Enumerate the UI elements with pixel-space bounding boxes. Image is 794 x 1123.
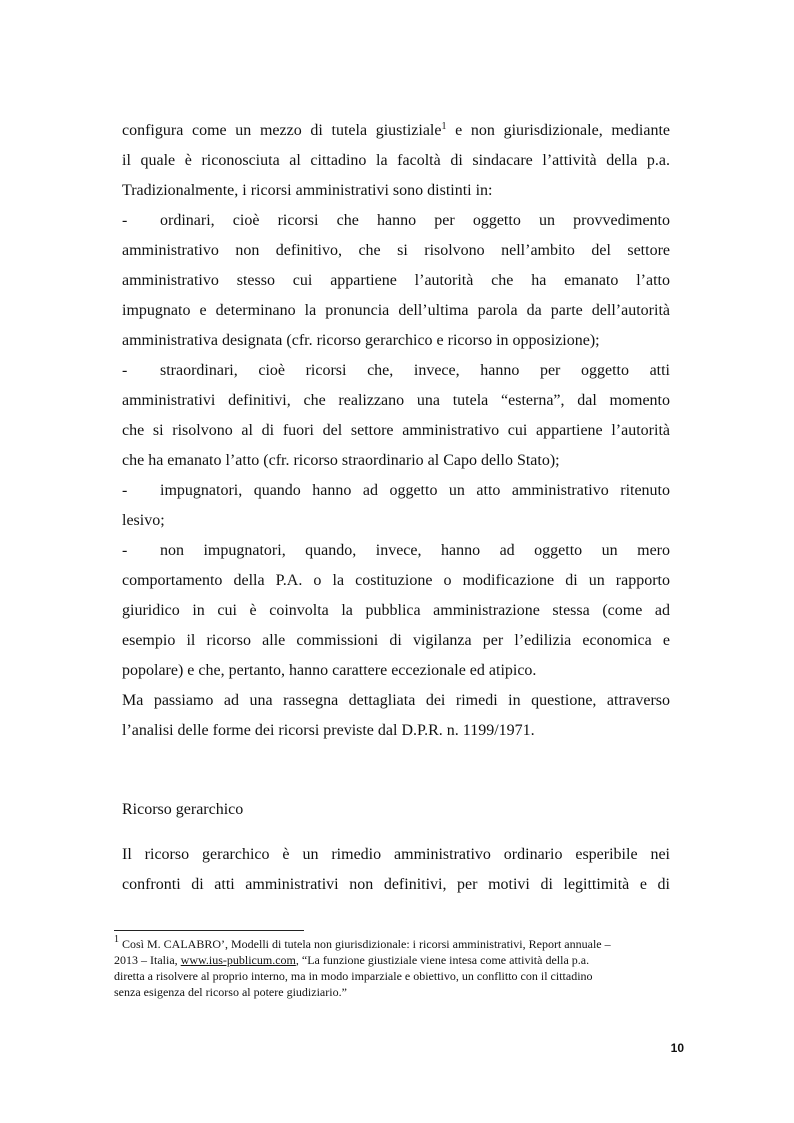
- list-item-text: impugnatori, quando hanno ad oggetto un atto amministrativo ritenuto: [160, 482, 670, 499]
- list-item-line: amministrativo non definitivo, che si risolvono nell’ambito del settore: [122, 242, 670, 259]
- footnote-reference[interactable]: 1: [441, 121, 447, 132]
- paragraph-line: Ma passiamo ad una rassegna dettagliata dei rimedi in questione, attraverso: [122, 692, 670, 709]
- footnote-text: Così M. CALABRO’, Modelli di tutela non giurisdizionale: i ricorsi amministrativi, Report annuale –: [119, 937, 611, 951]
- paragraph-line: Il ricorso gerarchico è un rimedio amministrativo ordinario esperibile nei: [122, 846, 670, 863]
- footnote-line: diretta a risolvere al proprio interno, ma in modo imparziale e obiettivo, un conflitto con il cittadino: [114, 969, 593, 983]
- paragraph-line: il quale è riconosciuta al cittadino la facoltà di sindacare l’attività della p.a.: [122, 152, 670, 169]
- list-bullet: -: [122, 212, 128, 229]
- list-item-text: straordinari, cioè ricorsi che, invece, hanno per oggetto atti: [160, 362, 670, 379]
- list-item-line: amministrativi definitivi, che realizzano una tutela “esterna”, dal momento: [122, 392, 670, 409]
- list-item-line: lesivo;: [122, 512, 165, 529]
- list-item-line: che si risolvono al di fuori del settore amministrativo cui appartiene l’autorità: [122, 422, 670, 439]
- list-item-line: esempio il ricorso alle commissioni di vigilanza per l’edilizia economica e: [122, 632, 670, 649]
- paragraph-line: l’analisi delle forme dei ricorsi previste dal D.P.R. n. 1199/1971.: [122, 722, 535, 739]
- footnote: [114, 936, 674, 952]
- paragraph-line: Tradizionalmente, i ricorsi amministrativi sono distinti in:: [122, 182, 493, 199]
- list-item-line: impugnato e determinano la pronuncia dell’ultima parola da parte dell’autorità: [122, 302, 670, 319]
- list-item-line: che ha emanato l’atto (cfr. ricorso straordinario al Capo dello Stato);: [122, 452, 560, 469]
- list-item-line: giuridico in cui è coinvolta la pubblica amministrazione stessa (come ad: [122, 602, 670, 619]
- list-item-line: popolare) e che, pertanto, hanno carattere eccezionale ed atipico.: [122, 662, 537, 679]
- list-bullet: -: [122, 482, 128, 499]
- paragraph-line: [122, 121, 670, 141]
- footnote-text: , “La funzione giustiziale viene intesa come attività della p.a.: [295, 953, 590, 967]
- list-bullet: -: [122, 362, 128, 379]
- paragraph-line: confronti di atti amministrativi non definitivi, per motivi di legittimità e di: [122, 876, 670, 893]
- footnote-link[interactable]: www.ius-publicum.com: [180, 953, 296, 967]
- footnote-line: senza esigenza del ricorso al potere giudiziario.”: [114, 985, 347, 999]
- list-bullet: -: [122, 542, 128, 559]
- footnote-separator: [114, 930, 304, 931]
- list-item-text: non impugnatori, quando, invece, hanno ad oggetto un mero: [160, 542, 670, 559]
- footnote-line: [114, 952, 674, 968]
- list-item-line: amministrativo stesso cui appartiene l’autorità che ha emanato l’atto: [122, 272, 670, 289]
- footnote-text: 2013 – Italia,: [114, 953, 181, 967]
- line-text: e non giurisdizionale, mediante: [446, 122, 670, 139]
- list-item-text: ordinari, cioè ricorsi che hanno per oggetto un provvedimento: [160, 212, 670, 229]
- section-heading: Ricorso gerarchico: [122, 801, 244, 818]
- line-text: configura come un mezzo di tutela giustiziale: [122, 122, 442, 139]
- page-number: 10: [670, 1041, 684, 1055]
- list-item-line: comportamento della P.A. o la costituzione o modificazione di un rapporto: [122, 572, 670, 589]
- footnote-marker: 1: [114, 934, 119, 945]
- list-item-line: amministrativa designata (cfr. ricorso gerarchico e ricorso in opposizione);: [122, 332, 600, 349]
